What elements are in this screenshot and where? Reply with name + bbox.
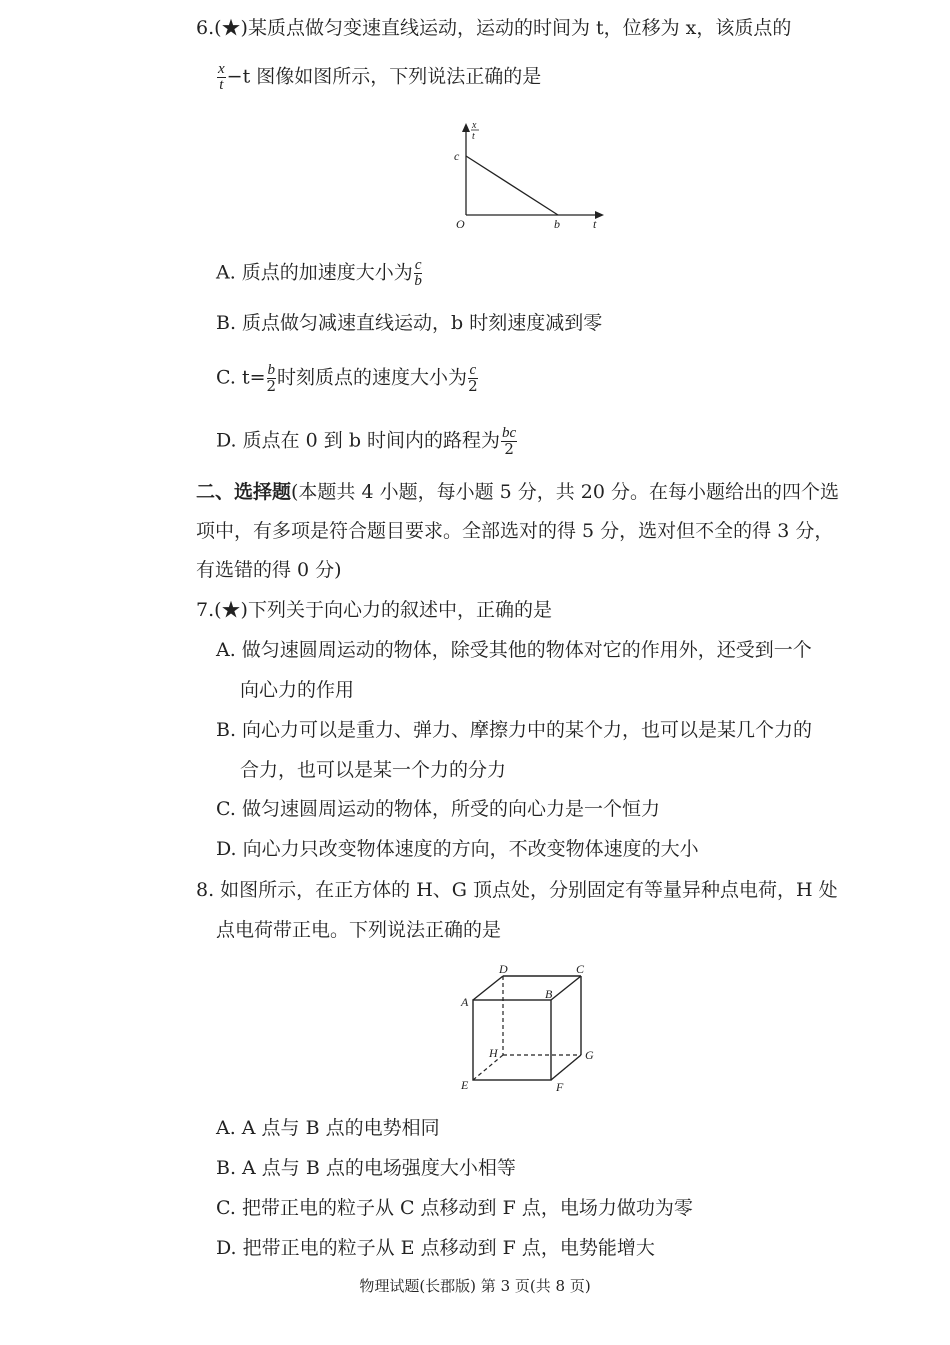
graph-t-arrow-icon [595, 211, 604, 219]
graph-y-label-den: t [472, 131, 475, 142]
q6-option-c-num1: b [267, 362, 276, 378]
q6-frac-num: x [218, 61, 225, 77]
q6-option-c-fraction1 [267, 363, 277, 394]
q8-stem-line2: 点电荷带正电。下列说法正确的是 [216, 919, 502, 941]
section2-line1 [196, 480, 839, 504]
graph-y-label-num: x [472, 120, 477, 131]
q6-option-c-mid: 时刻质点的速度大小为 [277, 366, 468, 389]
q6-option-a-text: A. 质点的加速度大小为 [216, 261, 413, 284]
q6-option-c-pre: C. t= [216, 366, 266, 389]
q6-option-a-den: b [414, 273, 422, 289]
cube-edge-bc [551, 976, 581, 1000]
q6-option-d [216, 426, 518, 457]
cube-label-b: B [545, 987, 553, 1001]
q8-stem-line1: 8. 如图所示，在正方体的 H、G 顶点处，分别固定有等量异种点电荷，H 处 [196, 879, 838, 901]
q6-option-b: B. 质点做匀减速直线运动，b 时刻速度减到零 [216, 312, 603, 334]
cube-label-c: C [576, 962, 585, 976]
graph-y-arrow-icon [462, 123, 470, 132]
graph-t-label: t [593, 217, 597, 231]
graph-b-label: b [554, 217, 560, 231]
q6-option-d-num: bc [502, 425, 517, 441]
q6-option-d-den: 2 [504, 440, 514, 458]
q6-stem-line2-text: −t 图像如图所示，下列说法正确的是 [226, 65, 542, 88]
q6-frac-den: t [219, 77, 224, 93]
q6-option-a-fraction [414, 258, 423, 289]
cube-label-d: D [499, 962, 508, 976]
cube-label-a: A [461, 995, 469, 1009]
section2-desc3: 有选错的得 0 分) [196, 559, 342, 581]
q7-option-b-line1: B. 向心力可以是重力、弹力、摩擦力中的某个力，也可以是某几个力的 [216, 719, 813, 741]
q6-option-c-den1: 2 [266, 377, 277, 395]
page-footer: 物理试题(长郡版) 第 3 页(共 8 页) [359, 1277, 591, 1295]
q8-cube-diagram [455, 958, 605, 1098]
q8-option-a: A. A 点与 B 点的电势相同 [216, 1117, 440, 1139]
q6-option-d-text: D. 质点在 0 到 b 时间内的路程为 [216, 429, 501, 452]
cube-label-e: E [461, 1078, 469, 1092]
q6-option-c-fraction2 [468, 363, 478, 394]
section2-desc1: (本题共 4 小题，每小题 5 分，共 20 分。在每小题给出的四个选 [291, 481, 840, 503]
q6-stem-line1: 6.(★)某质点做匀变速直线运动，运动的时间为 t，位移为 x，该质点的 [196, 17, 792, 39]
q7-option-a-line2: 向心力的作用 [240, 679, 355, 701]
q6-option-d-fraction [501, 426, 517, 457]
q6-stem-fraction [217, 62, 226, 93]
cube-edge-eh-hidden [473, 1055, 503, 1080]
q8-option-b: B. A 点与 B 点的电场强度大小相等 [216, 1157, 516, 1179]
graph-data-line [466, 156, 558, 215]
q6-option-a [216, 258, 423, 289]
cube-edge-ad [473, 976, 503, 1000]
q6-stem-line2 [216, 62, 541, 93]
q7-stem: 7.(★)下列关于向心力的叙述中，正确的是 [196, 599, 552, 621]
graph-origin-label: O [456, 217, 465, 231]
q8-option-c: C. 把带正电的粒子从 C 点移动到 F 点，电场力做功为零 [216, 1197, 693, 1219]
q7-option-b-line2: 合力，也可以是某一个力的分力 [240, 759, 507, 781]
cube-front-face [473, 1000, 551, 1080]
section2-desc2: 项中，有多项是符合题目要求。全部选对的得 5 分，选对但不全的得 3 分， [196, 520, 834, 542]
q8-option-d: D. 把带正电的粒子从 E 点移动到 F 点，电势能增大 [216, 1237, 655, 1259]
cube-label-h: H [489, 1046, 498, 1060]
q6-xt-graph [440, 115, 615, 235]
graph-c-label: c [454, 149, 460, 163]
cube-edge-fg [551, 1055, 581, 1080]
q7-option-d: D. 向心力只改变物体速度的方向，不改变物体速度的大小 [216, 838, 699, 860]
q7-option-a-line1: A. 做匀速圆周运动的物体，除受其他的物体对它的作用外，还受到一个 [216, 639, 812, 661]
cube-label-g: G [585, 1048, 594, 1062]
cube-label-f: F [556, 1080, 564, 1094]
q6-option-a-num: c [414, 257, 422, 273]
q7-option-c: C. 做匀速圆周运动的物体，所受的向心力是一个恒力 [216, 798, 660, 820]
q6-option-c-num2: c [469, 362, 477, 378]
section2-heading: 二、选择题 [196, 481, 292, 503]
q6-option-c-den2: 2 [468, 377, 478, 395]
q6-option-c [216, 363, 479, 394]
